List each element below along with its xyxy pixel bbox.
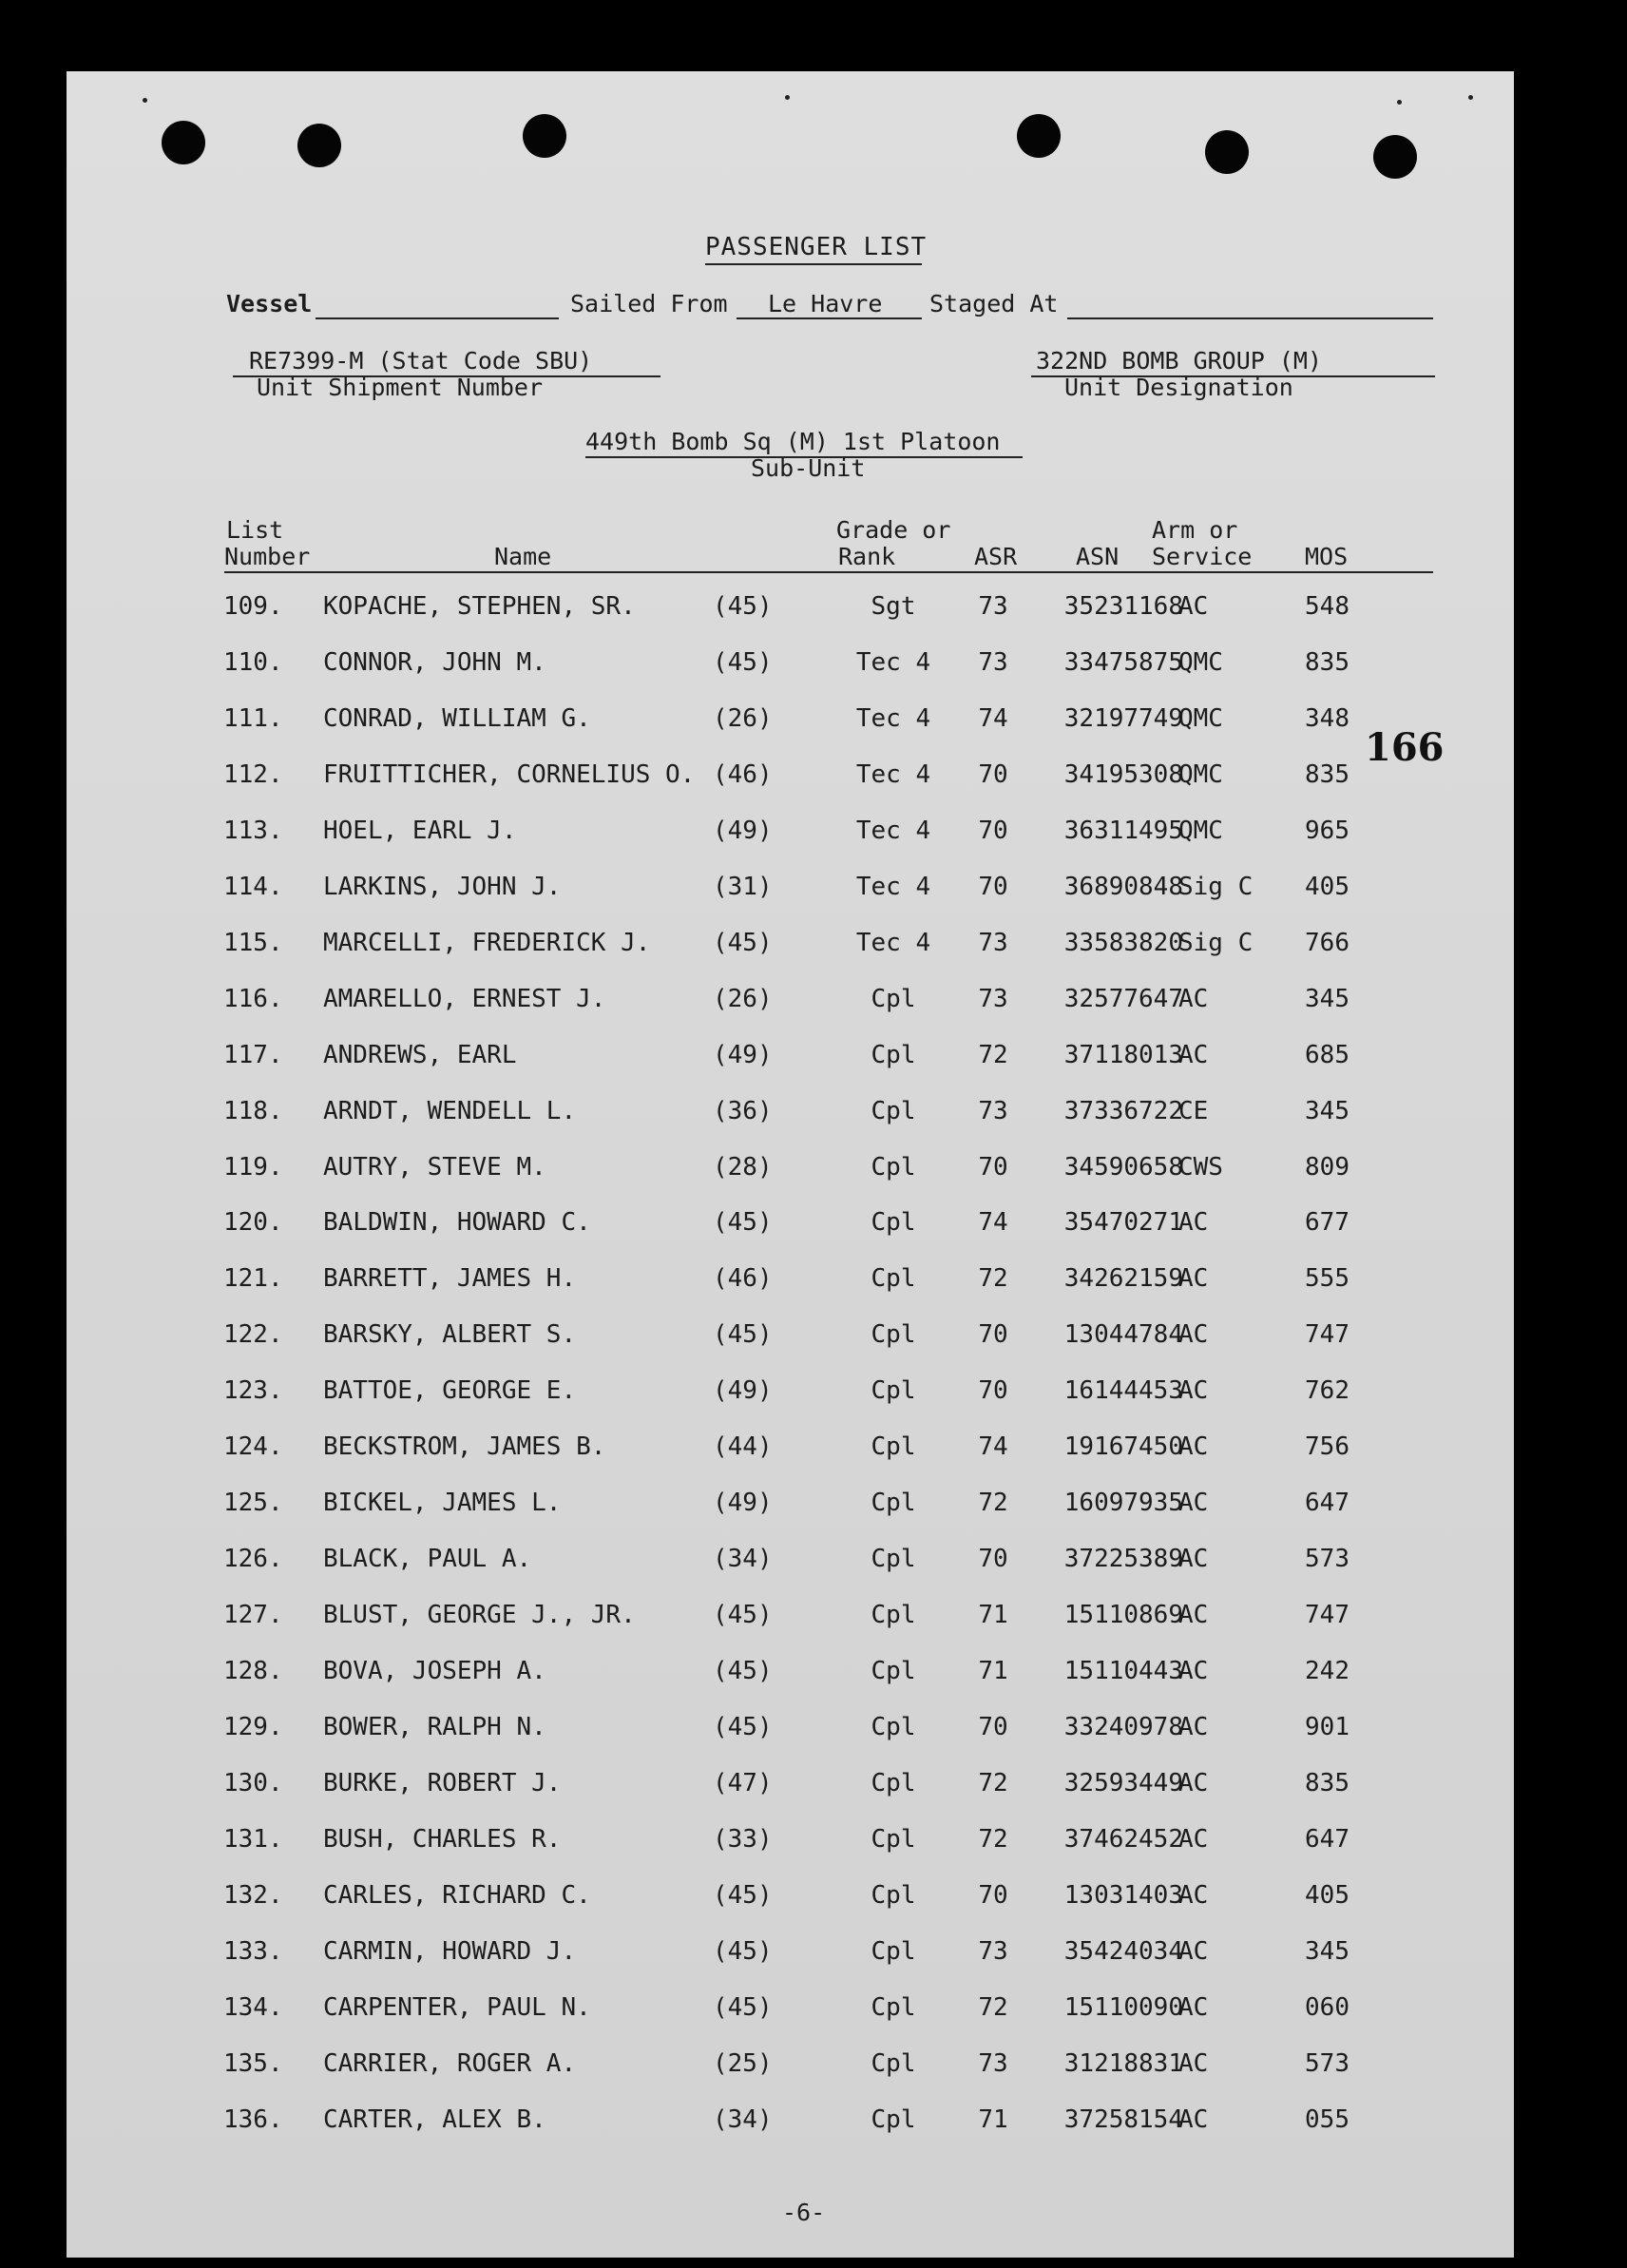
table-row xyxy=(67,980,1514,1018)
age: (45) xyxy=(713,1713,773,1741)
passenger-name: CARMIN, HOWARD J. xyxy=(323,1936,577,1966)
arm-service: AC xyxy=(1178,2105,1209,2134)
arm-service: QMC xyxy=(1178,816,1223,845)
grade-rank: Tec 4 xyxy=(855,703,931,733)
punch-hole xyxy=(297,124,341,167)
table-row xyxy=(67,1148,1514,1186)
grade-rank: Cpl xyxy=(871,1040,916,1069)
asr-score: 70 xyxy=(978,1320,1008,1350)
passenger-name: BUSH, CHARLES R. xyxy=(323,1824,562,1854)
grade-rank: Tec 4 xyxy=(855,816,931,845)
margin-stamp-number: 166 xyxy=(1365,725,1445,770)
unit-shipment-value: RE7399-M (Stat Code SBU) xyxy=(249,347,593,375)
grade-rank: Cpl xyxy=(871,1601,916,1630)
army-serial-number: 33475875 xyxy=(1063,647,1183,677)
grade-rank: Cpl xyxy=(871,1657,916,1686)
asr-score: 70 xyxy=(978,1152,1008,1182)
sailed-from-label: Sailed From xyxy=(570,290,728,317)
table-row xyxy=(67,1540,1514,1578)
table-row xyxy=(67,1820,1514,1858)
grade-rank: Cpl xyxy=(871,1432,916,1462)
age: (49) xyxy=(713,1489,773,1518)
arm-service: AC xyxy=(1178,1880,1209,1910)
list-number: 133. xyxy=(223,1936,283,1966)
table-row xyxy=(67,1259,1514,1297)
table-row xyxy=(67,756,1514,794)
age: (34) xyxy=(713,2105,773,2134)
passenger-name: AMARELLO, ERNEST J. xyxy=(323,984,606,1013)
army-serial-number: 34195308 xyxy=(1063,759,1183,789)
mos-code: 573 xyxy=(1305,2048,1349,2078)
army-serial-number: 13044784 xyxy=(1063,1320,1183,1350)
army-serial-number: 35424034 xyxy=(1063,1936,1183,1966)
arm-service: AC xyxy=(1178,1489,1209,1518)
mos-code: 766 xyxy=(1305,928,1349,957)
passenger-name: LARKINS, JOHN J. xyxy=(323,872,562,901)
mos-code: 348 xyxy=(1305,703,1349,733)
table-row xyxy=(67,1428,1514,1466)
age: (33) xyxy=(713,1824,773,1854)
army-serial-number: 19167450 xyxy=(1063,1432,1183,1462)
list-number: 128. xyxy=(223,1657,283,1686)
mos-code: 405 xyxy=(1305,1880,1349,1910)
arm-service: AC xyxy=(1178,1713,1209,1741)
list-number: 121. xyxy=(223,1264,283,1294)
asr-score: 72 xyxy=(978,1768,1008,1797)
passenger-name: CARPENTER, PAUL N. xyxy=(323,1992,591,2022)
passenger-name: BARRETT, JAMES H. xyxy=(323,1264,577,1294)
grade-rank: Cpl xyxy=(871,1713,916,1741)
grade-rank: Cpl xyxy=(871,1489,916,1518)
arm-service: QMC xyxy=(1178,647,1223,677)
list-number: 127. xyxy=(223,1601,283,1630)
age: (45) xyxy=(713,592,773,621)
passenger-name: AUTRY, STEVE M. xyxy=(323,1152,546,1182)
passenger-name: BLUST, GEORGE J., JR. xyxy=(323,1601,636,1630)
arm-service: QMC xyxy=(1178,759,1223,789)
list-number: 112. xyxy=(223,759,283,789)
passenger-name: BURKE, ROBERT J. xyxy=(323,1768,562,1797)
mos-code: 685 xyxy=(1305,1040,1349,1069)
asr-score: 73 xyxy=(978,1096,1008,1125)
passenger-name: BOWER, RALPH N. xyxy=(323,1713,546,1741)
page-number: -6- xyxy=(782,2199,826,2226)
asr-score: 70 xyxy=(978,816,1008,845)
col-arm: Service xyxy=(1152,543,1253,570)
punch-hole xyxy=(523,114,566,158)
asr-score: 73 xyxy=(978,2048,1008,2078)
mos-code: 055 xyxy=(1305,2105,1349,2134)
asr-score: 72 xyxy=(978,1489,1008,1518)
passenger-name: ARNDT, WENDELL L. xyxy=(323,1096,577,1125)
list-number: 122. xyxy=(223,1320,283,1350)
arm-service: AC xyxy=(1178,984,1209,1013)
passenger-name: CARTER, ALEX B. xyxy=(323,2105,546,2134)
asr-score: 72 xyxy=(978,1264,1008,1294)
army-serial-number: 37462452 xyxy=(1063,1824,1183,1854)
list-number: 125. xyxy=(223,1489,283,1518)
mos-code: 965 xyxy=(1305,816,1349,845)
asr-score: 73 xyxy=(978,928,1008,957)
table-row xyxy=(67,1316,1514,1354)
asr-score: 70 xyxy=(978,1880,1008,1910)
col-list-number: Number xyxy=(224,543,311,570)
asr-score: 72 xyxy=(978,1040,1008,1069)
asr-score: 74 xyxy=(978,1208,1008,1238)
age: (49) xyxy=(713,816,773,845)
passenger-name: KOPACHE, STEPHEN, SR. xyxy=(323,592,636,621)
asr-score: 70 xyxy=(978,1545,1008,1574)
arm-service: Sig C xyxy=(1178,928,1254,957)
list-number: 129. xyxy=(223,1713,283,1741)
age: (49) xyxy=(713,1040,773,1069)
speck xyxy=(1468,95,1473,100)
mos-code: 555 xyxy=(1305,1264,1349,1294)
table-row xyxy=(67,1764,1514,1802)
table-row xyxy=(67,1876,1514,1914)
table-row xyxy=(67,1092,1514,1130)
asr-score: 70 xyxy=(978,872,1008,901)
grade-rank: Tec 4 xyxy=(855,872,931,901)
arm-service: AC xyxy=(1178,592,1209,621)
list-number: 116. xyxy=(223,984,283,1013)
table-row xyxy=(67,1484,1514,1522)
asr-score: 71 xyxy=(978,2105,1008,2134)
passenger-name: HOEL, EARL J. xyxy=(323,816,517,845)
asr-score: 70 xyxy=(978,759,1008,789)
grade-rank: Cpl xyxy=(871,1545,916,1574)
arm-service: AC xyxy=(1178,1432,1209,1462)
army-serial-number: 37258154 xyxy=(1063,2105,1183,2134)
mos-code: 405 xyxy=(1305,872,1349,901)
age: (45) xyxy=(713,928,773,957)
list-number: 132. xyxy=(223,1880,283,1910)
army-serial-number: 36890848 xyxy=(1063,872,1183,901)
arm-service: Sig C xyxy=(1178,872,1254,901)
arm-service: AC xyxy=(1178,1657,1209,1686)
arm-service: AC xyxy=(1178,1040,1209,1069)
passenger-name: BLACK, PAUL A. xyxy=(323,1545,532,1574)
grade-rank: Cpl xyxy=(871,1992,916,2022)
army-serial-number: 13031403 xyxy=(1063,1880,1183,1910)
grade-rank: Tec 4 xyxy=(855,647,931,677)
age: (28) xyxy=(713,1152,773,1182)
asr-score: 71 xyxy=(978,1601,1008,1630)
grade-rank: Cpl xyxy=(871,2048,916,2078)
arm-service: AC xyxy=(1178,1208,1209,1238)
punch-hole xyxy=(1017,114,1061,158)
mos-code: 809 xyxy=(1305,1152,1349,1182)
age: (49) xyxy=(713,1376,773,1406)
list-number: 110. xyxy=(223,647,283,677)
passenger-name: BALDWIN, HOWARD C. xyxy=(323,1208,591,1238)
age: (45) xyxy=(713,1880,773,1910)
asr-score: 73 xyxy=(978,647,1008,677)
grade-rank: Cpl xyxy=(871,1824,916,1854)
list-number: 118. xyxy=(223,1096,283,1125)
vessel-label: Vessel xyxy=(226,290,313,317)
list-number: 131. xyxy=(223,1824,283,1854)
table-row xyxy=(67,2101,1514,2139)
col-list-number: List xyxy=(226,516,284,544)
arm-service: AC xyxy=(1178,1545,1209,1574)
age: (26) xyxy=(713,984,773,1013)
list-number: 124. xyxy=(223,1432,283,1462)
mos-code: 548 xyxy=(1305,592,1349,621)
army-serial-number: 16097935 xyxy=(1063,1489,1183,1518)
list-number: 123. xyxy=(223,1376,283,1406)
table-row xyxy=(67,1932,1514,1970)
list-number: 114. xyxy=(223,872,283,901)
col-grade: Grade or xyxy=(836,516,951,544)
age: (45) xyxy=(713,1208,773,1238)
table-row xyxy=(67,644,1514,682)
sub-unit-label: Sub-Unit xyxy=(751,454,866,482)
column-header-underline xyxy=(224,571,1433,573)
age: (36) xyxy=(713,1096,773,1125)
table-row xyxy=(67,2045,1514,2083)
passenger-name: CARLES, RICHARD C. xyxy=(323,1880,591,1910)
age: (46) xyxy=(713,1264,773,1294)
table-row xyxy=(67,868,1514,906)
age: (25) xyxy=(713,2048,773,2078)
table-row xyxy=(67,812,1514,850)
army-serial-number: 15110443 xyxy=(1063,1657,1183,1686)
grade-rank: Sgt xyxy=(871,592,916,621)
punch-hole xyxy=(1205,130,1249,174)
arm-service: AC xyxy=(1178,1992,1209,2022)
mos-code: 901 xyxy=(1305,1713,1349,1741)
age: (34) xyxy=(713,1545,773,1574)
col-mos: MOS xyxy=(1305,543,1349,570)
arm-service: AC xyxy=(1178,1936,1209,1966)
list-number: 111. xyxy=(223,703,283,733)
grade-rank: Cpl xyxy=(871,1376,916,1406)
unit-shipment-label: Unit Shipment Number xyxy=(257,374,544,401)
army-serial-number: 33583820 xyxy=(1063,928,1183,957)
grade-rank: Cpl xyxy=(871,984,916,1013)
passenger-name: BOVA, JOSEPH A. xyxy=(323,1657,546,1686)
age: (45) xyxy=(713,1320,773,1350)
asr-score: 72 xyxy=(978,1992,1008,2022)
asr-score: 73 xyxy=(978,984,1008,1013)
asr-score: 74 xyxy=(978,1432,1008,1462)
unit-designation-label: Unit Designation xyxy=(1064,374,1293,401)
arm-service: AC xyxy=(1178,1824,1209,1854)
punch-hole xyxy=(1373,135,1417,179)
table-row xyxy=(67,1989,1514,2027)
army-serial-number: 32593449 xyxy=(1063,1768,1183,1797)
grade-rank: Cpl xyxy=(871,1152,916,1182)
army-serial-number: 15110869 xyxy=(1063,1601,1183,1630)
list-number: 126. xyxy=(223,1545,283,1574)
sub-unit-value: 449th Bomb Sq (M) 1st Platoon xyxy=(585,428,1001,455)
army-serial-number: 16144453 xyxy=(1063,1376,1183,1406)
col-name: Name xyxy=(494,543,552,570)
speck xyxy=(143,98,147,103)
arm-service: QMC xyxy=(1178,703,1223,733)
grade-rank: Cpl xyxy=(871,1768,916,1797)
list-number: 136. xyxy=(223,2105,283,2134)
army-serial-number: 35231168 xyxy=(1063,592,1183,621)
document-page xyxy=(67,71,1514,2258)
table-row xyxy=(67,700,1514,738)
mos-code: 762 xyxy=(1305,1376,1349,1406)
passenger-name: CONRAD, WILLIAM G. xyxy=(323,703,591,733)
age: (45) xyxy=(713,1601,773,1630)
age: (46) xyxy=(713,759,773,789)
mos-code: 747 xyxy=(1305,1601,1349,1630)
list-number: 119. xyxy=(223,1152,283,1182)
grade-rank: Tec 4 xyxy=(855,928,931,957)
asr-score: 70 xyxy=(978,1713,1008,1741)
age: (47) xyxy=(713,1768,773,1797)
asr-score: 74 xyxy=(978,703,1008,733)
passenger-name: CARRIER, ROGER A. xyxy=(323,2048,577,2078)
speck xyxy=(785,95,790,100)
col-arm: Arm or xyxy=(1152,516,1238,544)
mos-code: 677 xyxy=(1305,1208,1349,1238)
table-row xyxy=(67,1652,1514,1690)
arm-service: AC xyxy=(1178,2048,1209,2078)
mos-code: 242 xyxy=(1305,1657,1349,1686)
grade-rank: Cpl xyxy=(871,1208,916,1238)
asr-score: 71 xyxy=(978,1657,1008,1686)
sailed-from-underline xyxy=(737,317,922,319)
grade-rank: Cpl xyxy=(871,1096,916,1125)
age: (45) xyxy=(713,1657,773,1686)
table-row xyxy=(67,1372,1514,1410)
staged-at-blank xyxy=(1067,317,1433,319)
table-row xyxy=(67,924,1514,962)
passenger-name: MARCELLI, FREDERICK J. xyxy=(323,928,651,957)
title-underline xyxy=(705,263,922,265)
army-serial-number: 33240978 xyxy=(1063,1713,1183,1741)
army-serial-number: 32197749 xyxy=(1063,703,1183,733)
list-number: 135. xyxy=(223,2048,283,2078)
asr-score: 70 xyxy=(978,1376,1008,1406)
army-serial-number: 37118013 xyxy=(1063,1040,1183,1069)
mos-code: 747 xyxy=(1305,1320,1349,1350)
list-number: 120. xyxy=(223,1208,283,1238)
army-serial-number: 36311495 xyxy=(1063,816,1183,845)
army-serial-number: 34262159 xyxy=(1063,1264,1183,1294)
army-serial-number: 37225389 xyxy=(1063,1545,1183,1574)
grade-rank: Cpl xyxy=(871,1936,916,1966)
army-serial-number: 35470271 xyxy=(1063,1208,1183,1238)
vessel-blank xyxy=(316,317,559,319)
punch-hole xyxy=(162,121,205,164)
grade-rank: Cpl xyxy=(871,2105,916,2134)
arm-service: AC xyxy=(1178,1320,1209,1350)
col-asr: ASR xyxy=(974,543,1018,570)
grade-rank: Tec 4 xyxy=(855,759,931,789)
sailed-from-value: Le Havre xyxy=(768,290,883,317)
arm-service: AC xyxy=(1178,1601,1209,1630)
staged-at-label: Staged At xyxy=(929,290,1059,317)
mos-code: 345 xyxy=(1305,1096,1349,1125)
army-serial-number: 15110090 xyxy=(1063,1992,1183,2022)
age: (26) xyxy=(713,703,773,733)
list-number: 115. xyxy=(223,928,283,957)
list-number: 109. xyxy=(223,592,283,621)
mos-code: 345 xyxy=(1305,1936,1349,1966)
age: (45) xyxy=(713,647,773,677)
page-title: PASSENGER LIST xyxy=(705,233,928,261)
arm-service: AC xyxy=(1178,1376,1209,1406)
table-row xyxy=(67,587,1514,625)
arm-service: AC xyxy=(1178,1768,1209,1797)
army-serial-number: 37336722 xyxy=(1063,1096,1183,1125)
age: (31) xyxy=(713,872,773,901)
mos-code: 060 xyxy=(1305,1992,1349,2022)
mos-code: 647 xyxy=(1305,1824,1349,1854)
mos-code: 835 xyxy=(1305,759,1349,789)
arm-service: CE xyxy=(1178,1096,1209,1125)
unit-designation-value: 322ND BOMB GROUP (M) xyxy=(1036,347,1323,375)
list-number: 134. xyxy=(223,1992,283,2022)
grade-rank: Cpl xyxy=(871,1264,916,1294)
mos-code: 647 xyxy=(1305,1489,1349,1518)
age: (45) xyxy=(713,1936,773,1966)
list-number: 130. xyxy=(223,1768,283,1797)
grade-rank: Cpl xyxy=(871,1880,916,1910)
table-row xyxy=(67,1036,1514,1074)
grade-rank: Cpl xyxy=(871,1320,916,1350)
age: (45) xyxy=(713,1992,773,2022)
age: (44) xyxy=(713,1432,773,1462)
arm-service: AC xyxy=(1178,1264,1209,1294)
passenger-name: FRUITTICHER, CORNELIUS O. xyxy=(323,759,696,789)
list-number: 117. xyxy=(223,1040,283,1069)
mos-code: 756 xyxy=(1305,1432,1349,1462)
passenger-name: BARSKY, ALBERT S. xyxy=(323,1320,577,1350)
col-grade: Rank xyxy=(838,543,896,570)
mos-code: 573 xyxy=(1305,1545,1349,1574)
asr-score: 73 xyxy=(978,1936,1008,1966)
col-asn: ASN xyxy=(1076,543,1120,570)
asr-score: 72 xyxy=(978,1824,1008,1854)
passenger-name: CONNOR, JOHN M. xyxy=(323,647,546,677)
mos-code: 345 xyxy=(1305,984,1349,1013)
table-row xyxy=(67,1708,1514,1746)
army-serial-number: 34590658 xyxy=(1063,1152,1183,1182)
table-row xyxy=(67,1596,1514,1634)
list-number: 113. xyxy=(223,816,283,845)
passenger-name: BECKSTROM, JAMES B. xyxy=(323,1432,606,1462)
passenger-name: ANDREWS, EARL xyxy=(323,1040,517,1069)
arm-service: CWS xyxy=(1178,1152,1223,1182)
asr-score: 73 xyxy=(978,592,1008,621)
army-serial-number: 31218831 xyxy=(1063,2048,1183,2078)
mos-code: 835 xyxy=(1305,1768,1349,1797)
passenger-name: BATTOE, GEORGE E. xyxy=(323,1376,577,1406)
army-serial-number: 32577647 xyxy=(1063,984,1183,1013)
speck xyxy=(1397,100,1402,105)
passenger-name: BICKEL, JAMES L. xyxy=(323,1489,562,1518)
mos-code: 835 xyxy=(1305,647,1349,677)
table-row xyxy=(67,1203,1514,1241)
